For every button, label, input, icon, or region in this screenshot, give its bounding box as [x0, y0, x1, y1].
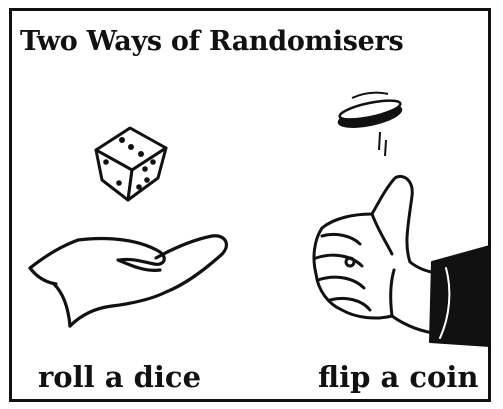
caption-flip-coin: flip a coin	[318, 360, 479, 394]
thumb-hand-icon	[314, 176, 490, 346]
coin-icon	[336, 93, 405, 156]
caption-roll-dice: roll a dice	[38, 360, 202, 394]
illustration-title: Two Ways of Randomisers	[20, 26, 404, 57]
dice-icon	[96, 128, 166, 200]
open-hand-icon	[30, 236, 226, 326]
